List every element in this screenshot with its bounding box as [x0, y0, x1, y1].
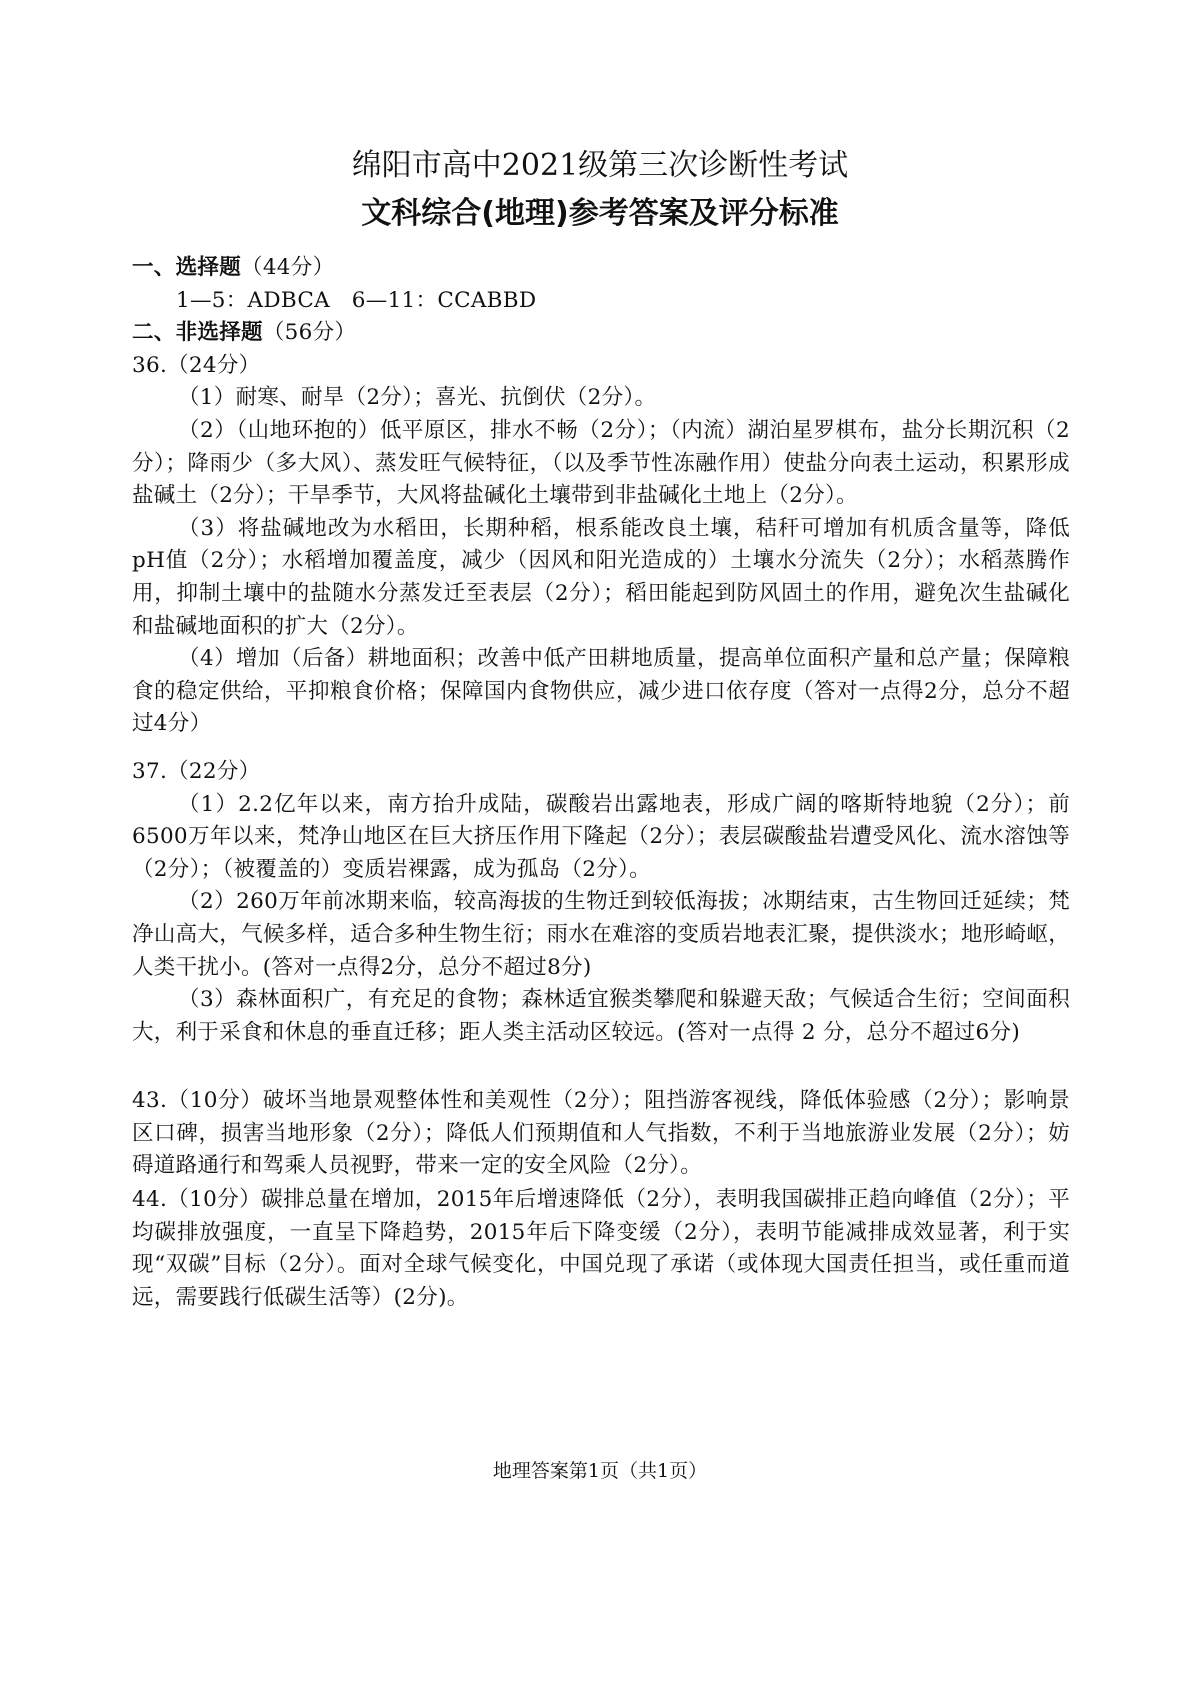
q36-part-2: （2）（山地环抱的）低平原区，排水不畅（2分）；（内流）湖泊星罗棋布，盐分长期沉积（2分）；降雨少（多大风）、蒸发旺气候特征，（以及季节性冻融作用）使盐分向表土运动，积累形成盐碱土（2分）；干旱季节，大风将盐碱化土壤带到非盐碱化土地上（2分）。: [132, 417, 1070, 509]
q36-part-1: （1）耐寒、耐旱（2分）；喜光、抗倒伏（2分）。: [178, 385, 657, 411]
document-subtitle: 文科综合(地理)参考答案及评分标准: [361, 196, 839, 231]
q36-part-4: （4）增加（后备）耕地面积；改善中低产田耕地质量，提高单位面积产量和总产量；保障粮食的稳定供给，平抑粮食价格；保障国内食物供应，减少进口依存度（答对一点得2分，总分不超过4分）: [132, 646, 1070, 737]
document-title: 绵阳市高中2021级第三次诊断性考试: [351, 148, 849, 183]
question-37: [132, 756, 1070, 1049]
q36-part-3: （3）将盐碱地改为水稻田，长期种稻，根系能改良土壤，秸秆可增加有机质含量等，降低pH值（2分）；水稻增加覆盖度，减少（因风和阳光造成的）土壤水分流失（2分）；水稻蒸腾作用，抑制土壤中的盐随水分蒸发迁至表层（2分）；稻田能起到防风固土的作用，避免次生盐碱化和盐碱地面积的扩大（2分）。: [132, 515, 1070, 639]
question-43: [132, 1085, 1070, 1183]
question-44: [132, 1184, 1070, 1314]
page-footer: 地理答案第1页（共1页）: [492, 1460, 708, 1482]
question-37-label: 37.（22分）: [132, 759, 261, 784]
question-36-label: 36.（24分）: [132, 352, 261, 378]
section-points: （44分）: [241, 255, 335, 280]
q37-part-1: （1）2.2亿年以来，南方抬升成陆，碳酸岩出露地表，形成广阔的喀斯特地貌（2分）；前6500万年以来，梵净山地区在巨大挤压作用下隆起（2分）；表层碳酸盐岩遭受风化、流水溶蚀等（2分）；（被覆盖的）变质岩裸露，成为孤岛（2分）。: [132, 791, 1070, 882]
choice-answers: 1—5：ADBCA 6—11：CCABBD: [176, 287, 537, 313]
section-choice-heading: [132, 252, 1070, 285]
section-choice: [132, 252, 1070, 741]
q37-part-2: （2）260万年前冰期来临，较高海拔的生物迁到较低海拔；冰期结束，古生物回迁延续；梵净山高大，气候多样，适合多种生物生衍；雨水在难溶的变质岩地表汇聚，提供淡水；地形崎岖，人类干扰小。(答对一点得2分，总分不超过8分): [132, 889, 1070, 980]
section-heading: 一、选择题: [132, 255, 242, 280]
question-44-answer: 44.（10分）碳排总量在增加，2015年后增速降低（2分），表明我国碳排正趋向峰值（2分）；平均碳排放强度，一直呈下降趋势，2015年后下降变缓（2分），表明节能减排成效显著，利于实现“双碳”目标（2分）。面对全球气候变化，中国兑现了承诺（或体现大国责任担当，或任重而道远，需要践行低碳生活等）(2分)。: [132, 1187, 1070, 1310]
q37-part-3: （3）森林面积广，有充足的食物；森林适宜猴类攀爬和躲避天敌；气候适合生衍；空间面积大，利于采食和休息的垂直迁移；距人类主活动区较远。(答对一点得 2 分，总分不超过6分): [132, 987, 1070, 1045]
section-nonchoice-heading: [132, 317, 1070, 350]
section-points: （56分）: [262, 320, 357, 346]
question-43-answer: 43.（10分）破坏当地景观整体性和美观性（2分）；阻挡游客视线，降低体验感（2分）；影响景区口碑，损害当地形象（2分）；降低人们预期值和人气指数，不利于当地旅游业发展（2分）；妨碍道路通行和驾乘人员视野，带来一定的安全风险（2分）。: [132, 1088, 1070, 1179]
section-heading: 二、非选择题: [132, 320, 263, 346]
